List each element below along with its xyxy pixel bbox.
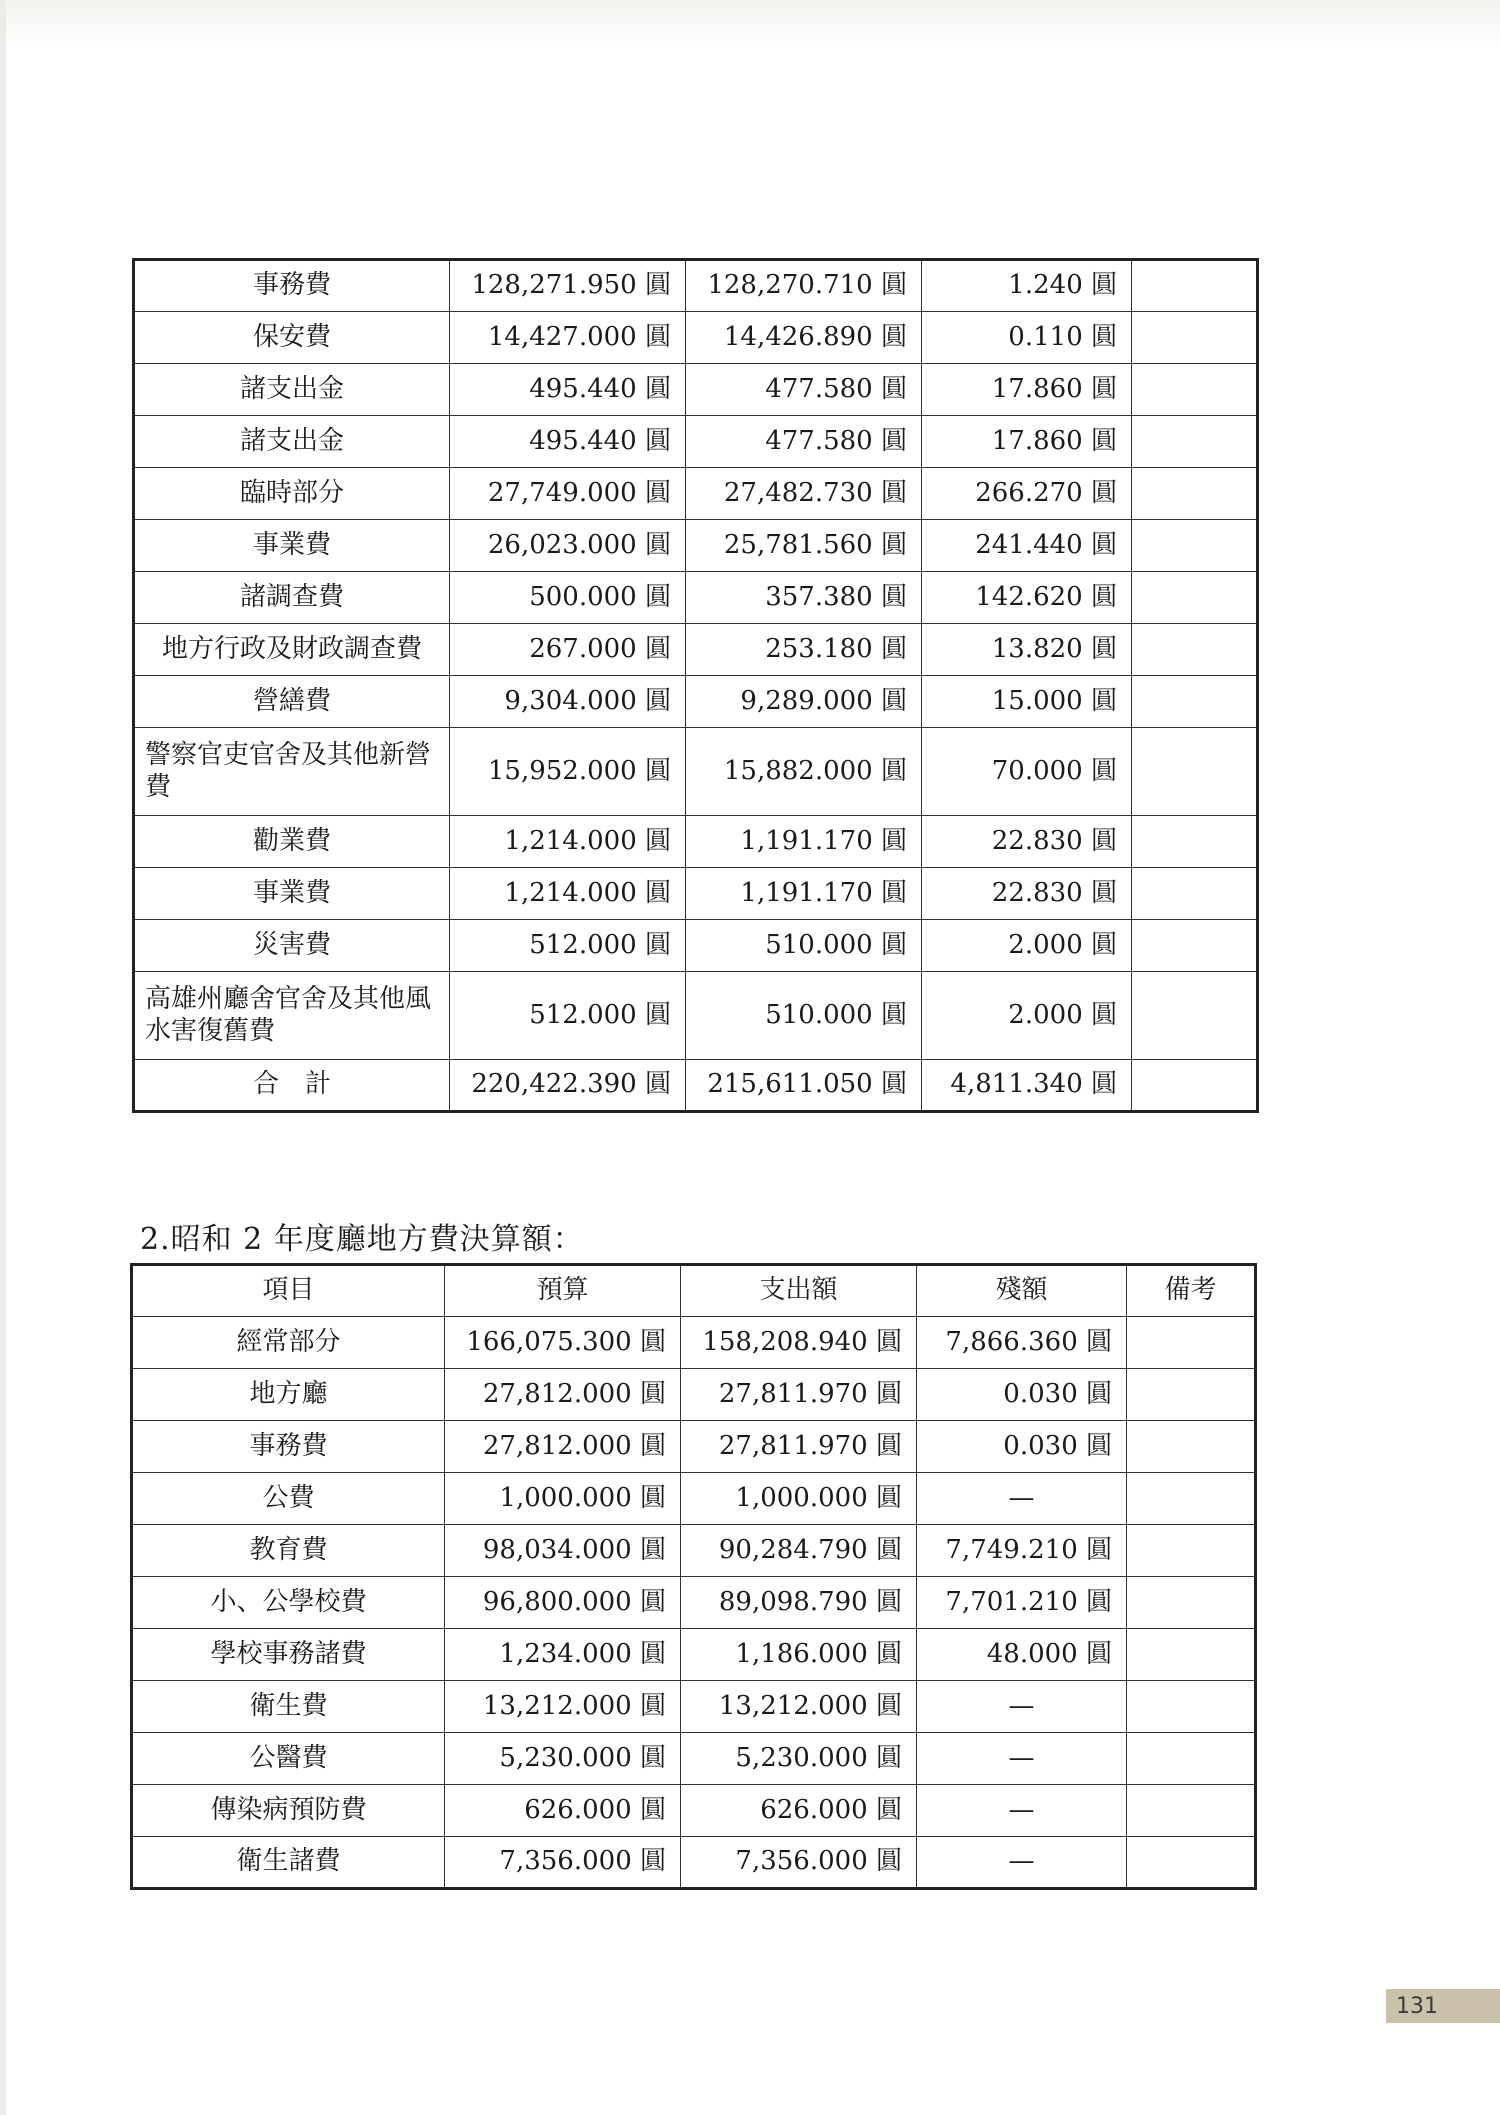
cell-remarks: [1132, 676, 1258, 728]
cell-balance: —: [917, 1681, 1127, 1733]
table-row: [132, 1837, 1256, 1889]
table-row: [134, 572, 1258, 624]
cell-budget: 1,000.000 圓: [445, 1473, 681, 1525]
cell-budget: 1,234.000 圓: [445, 1629, 681, 1681]
cell-expenditure: 90,284.790 圓: [681, 1525, 917, 1577]
cell-balance: 48.000 圓: [917, 1629, 1127, 1681]
cell-budget: 98,034.000 圓: [445, 1525, 681, 1577]
cell-budget: 7,356.000 圓: [445, 1837, 681, 1889]
cell-remarks: [1127, 1369, 1256, 1421]
cell-budget: 1,214.000 圓: [450, 868, 686, 920]
cell-item: 勸業費: [134, 816, 450, 868]
table-row: [134, 260, 1258, 312]
cell-remarks: [1127, 1733, 1256, 1785]
cell-item: 經常部分: [132, 1317, 445, 1369]
cell-expenditure: 15,882.000 圓: [686, 728, 922, 816]
table-row: [134, 1060, 1258, 1112]
cell-budget: 495.440 圓: [450, 416, 686, 468]
local-expense-settlement-table-body: [132, 1317, 1256, 1889]
header-expenditure: 支出額: [681, 1265, 917, 1317]
cell-expenditure: 5,230.000 圓: [681, 1733, 917, 1785]
table-row: [132, 1629, 1256, 1681]
cell-balance: 142.620 圓: [922, 572, 1132, 624]
cell-balance: 0.110 圓: [922, 312, 1132, 364]
cell-balance: 2.000 圓: [922, 972, 1132, 1060]
cell-item: 小、公學校費: [132, 1577, 445, 1629]
cell-item: 臨時部分: [134, 468, 450, 520]
table-row: [134, 972, 1258, 1060]
table-row: [132, 1681, 1256, 1733]
cell-balance: 0.030 圓: [917, 1421, 1127, 1473]
cell-balance: —: [917, 1837, 1127, 1889]
cell-item: 諸調查費: [134, 572, 450, 624]
cell-item: 地方行政及財政調查費: [134, 624, 450, 676]
cell-budget: 512.000 圓: [450, 972, 686, 1060]
cell-remarks: [1127, 1629, 1256, 1681]
header-budget: 預算: [445, 1265, 681, 1317]
cell-balance: 4,811.340 圓: [922, 1060, 1132, 1112]
table-row: [132, 1473, 1256, 1525]
cell-expenditure: 510.000 圓: [686, 920, 922, 972]
header-balance: 殘額: [917, 1265, 1127, 1317]
cell-remarks: [1132, 468, 1258, 520]
cell-budget: 128,271.950 圓: [450, 260, 686, 312]
cell-item: 地方廳: [132, 1369, 445, 1421]
cell-item: 合 計: [134, 1060, 450, 1112]
table-row: [134, 676, 1258, 728]
table-row: [134, 364, 1258, 416]
cell-expenditure: 1,191.170 圓: [686, 816, 922, 868]
cell-remarks: [1132, 624, 1258, 676]
cell-remarks: [1132, 312, 1258, 364]
table-row: [134, 468, 1258, 520]
section-heading: 2.昭和 2 年度廳地方費決算額：: [140, 1222, 584, 1257]
table-row: [134, 416, 1258, 468]
cell-budget: 1,214.000 圓: [450, 816, 686, 868]
cell-balance: —: [917, 1733, 1127, 1785]
cell-balance: 1.240 圓: [922, 260, 1132, 312]
cell-remarks: [1127, 1577, 1256, 1629]
table-row: [134, 868, 1258, 920]
cell-expenditure: 477.580 圓: [686, 364, 922, 416]
cell-expenditure: 13,212.000 圓: [681, 1681, 917, 1733]
cell-remarks: [1127, 1525, 1256, 1577]
cell-balance: 17.860 圓: [922, 364, 1132, 416]
cell-remarks: [1132, 416, 1258, 468]
cell-remarks: [1127, 1681, 1256, 1733]
cell-balance: 2.000 圓: [922, 920, 1132, 972]
header-item: 項目: [132, 1265, 445, 1317]
cell-budget: 27,749.000 圓: [450, 468, 686, 520]
cell-item: 警察官吏官舍及其他新營費: [134, 728, 450, 816]
cell-item: 營繕費: [134, 676, 450, 728]
cell-remarks: [1132, 520, 1258, 572]
cell-item: 保安費: [134, 312, 450, 364]
cell-balance: 13.820 圓: [922, 624, 1132, 676]
cell-item: 公醫費: [132, 1733, 445, 1785]
cell-balance: 266.270 圓: [922, 468, 1132, 520]
cell-balance: 241.440 圓: [922, 520, 1132, 572]
cell-budget: 14,427.000 圓: [450, 312, 686, 364]
cell-balance: 7,866.360 圓: [917, 1317, 1127, 1369]
table-row: [132, 1421, 1256, 1473]
cell-expenditure: 128,270.710 圓: [686, 260, 922, 312]
table-row: [132, 1733, 1256, 1785]
cell-expenditure: 89,098.790 圓: [681, 1577, 917, 1629]
cell-remarks: [1127, 1317, 1256, 1369]
cell-remarks: [1132, 572, 1258, 624]
cell-remarks: [1132, 728, 1258, 816]
table-row: [132, 1317, 1256, 1369]
cell-budget: 626.000 圓: [445, 1785, 681, 1837]
table-row: [134, 920, 1258, 972]
cell-expenditure: 477.580 圓: [686, 416, 922, 468]
cell-balance: 15.000 圓: [922, 676, 1132, 728]
cell-expenditure: 510.000 圓: [686, 972, 922, 1060]
cell-budget: 5,230.000 圓: [445, 1733, 681, 1785]
cell-expenditure: 357.380 圓: [686, 572, 922, 624]
page-number: 131: [1386, 1989, 1500, 2023]
cell-balance: 17.860 圓: [922, 416, 1132, 468]
cell-item: 事業費: [134, 520, 450, 572]
cell-item: 諸支出金: [134, 364, 450, 416]
cell-expenditure: 1,186.000 圓: [681, 1629, 917, 1681]
cell-remarks: [1132, 868, 1258, 920]
cell-remarks: [1127, 1421, 1256, 1473]
cell-item: 衛生費: [132, 1681, 445, 1733]
cell-budget: 9,304.000 圓: [450, 676, 686, 728]
cell-budget: 495.440 圓: [450, 364, 686, 416]
cell-item: 傳染病預防費: [132, 1785, 445, 1837]
cell-expenditure: 1,000.000 圓: [681, 1473, 917, 1525]
cell-expenditure: 253.180 圓: [686, 624, 922, 676]
table-row: [132, 1525, 1256, 1577]
cell-budget: 500.000 圓: [450, 572, 686, 624]
table-row: [134, 312, 1258, 364]
cell-item: 公費: [132, 1473, 445, 1525]
cell-item: 事務費: [132, 1421, 445, 1473]
cell-expenditure: 7,356.000 圓: [681, 1837, 917, 1889]
cell-remarks: [1132, 260, 1258, 312]
table-row: [134, 520, 1258, 572]
table-row: [132, 1577, 1256, 1629]
page-top-edge: [0, 0, 1500, 48]
cell-budget: 15,952.000 圓: [450, 728, 686, 816]
table-row: [132, 1785, 1256, 1837]
cell-budget: 166,075.300 圓: [445, 1317, 681, 1369]
table-row: [134, 816, 1258, 868]
cell-expenditure: 27,811.970 圓: [681, 1421, 917, 1473]
cell-budget: 26,023.000 圓: [450, 520, 686, 572]
cell-item: 學校事務諸費: [132, 1629, 445, 1681]
cell-expenditure: 626.000 圓: [681, 1785, 917, 1837]
cell-budget: 267.000 圓: [450, 624, 686, 676]
cell-expenditure: 215,611.050 圓: [686, 1060, 922, 1112]
cell-item: 教育費: [132, 1525, 445, 1577]
cell-expenditure: 27,482.730 圓: [686, 468, 922, 520]
cell-balance: 22.830 圓: [922, 816, 1132, 868]
cell-budget: 512.000 圓: [450, 920, 686, 972]
cell-remarks: [1132, 1060, 1258, 1112]
cell-remarks: [1132, 972, 1258, 1060]
header-remarks: 備考: [1127, 1265, 1256, 1317]
cell-remarks: [1127, 1473, 1256, 1525]
cell-budget: 13,212.000 圓: [445, 1681, 681, 1733]
table-row: [134, 728, 1258, 816]
cell-budget: 96,800.000 圓: [445, 1577, 681, 1629]
cell-remarks: [1127, 1785, 1256, 1837]
cell-expenditure: 9,289.000 圓: [686, 676, 922, 728]
settlement-table-continued-body: [134, 260, 1258, 1112]
cell-item: 災害費: [134, 920, 450, 972]
settlement-table-continued: [132, 258, 1259, 1113]
cell-expenditure: 14,426.890 圓: [686, 312, 922, 364]
cell-item: 事務費: [134, 260, 450, 312]
local-expense-settlement-table: [130, 1263, 1257, 1890]
cell-item: 諸支出金: [134, 416, 450, 468]
cell-remarks: [1132, 364, 1258, 416]
cell-expenditure: 158,208.940 圓: [681, 1317, 917, 1369]
cell-balance: 7,701.210 圓: [917, 1577, 1127, 1629]
cell-balance: 22.830 圓: [922, 868, 1132, 920]
cell-item: 高雄州廳舍官舍及其他風水害復舊費: [134, 972, 450, 1060]
cell-balance: 7,749.210 圓: [917, 1525, 1127, 1577]
cell-balance: —: [917, 1473, 1127, 1525]
cell-balance: 70.000 圓: [922, 728, 1132, 816]
cell-budget: 27,812.000 圓: [445, 1421, 681, 1473]
cell-item: 事業費: [134, 868, 450, 920]
table-header-row: [132, 1265, 1256, 1317]
cell-expenditure: 25,781.560 圓: [686, 520, 922, 572]
cell-remarks: [1132, 816, 1258, 868]
cell-balance: —: [917, 1785, 1127, 1837]
cell-expenditure: 1,191.170 圓: [686, 868, 922, 920]
table-row: [132, 1369, 1256, 1421]
cell-balance: 0.030 圓: [917, 1369, 1127, 1421]
cell-item: 衛生諸費: [132, 1837, 445, 1889]
table-row: [134, 624, 1258, 676]
cell-remarks: [1127, 1837, 1256, 1889]
cell-budget: 27,812.000 圓: [445, 1369, 681, 1421]
cell-expenditure: 27,811.970 圓: [681, 1369, 917, 1421]
page-left-edge: [0, 0, 6, 2115]
cell-budget: 220,422.390 圓: [450, 1060, 686, 1112]
cell-remarks: [1132, 920, 1258, 972]
